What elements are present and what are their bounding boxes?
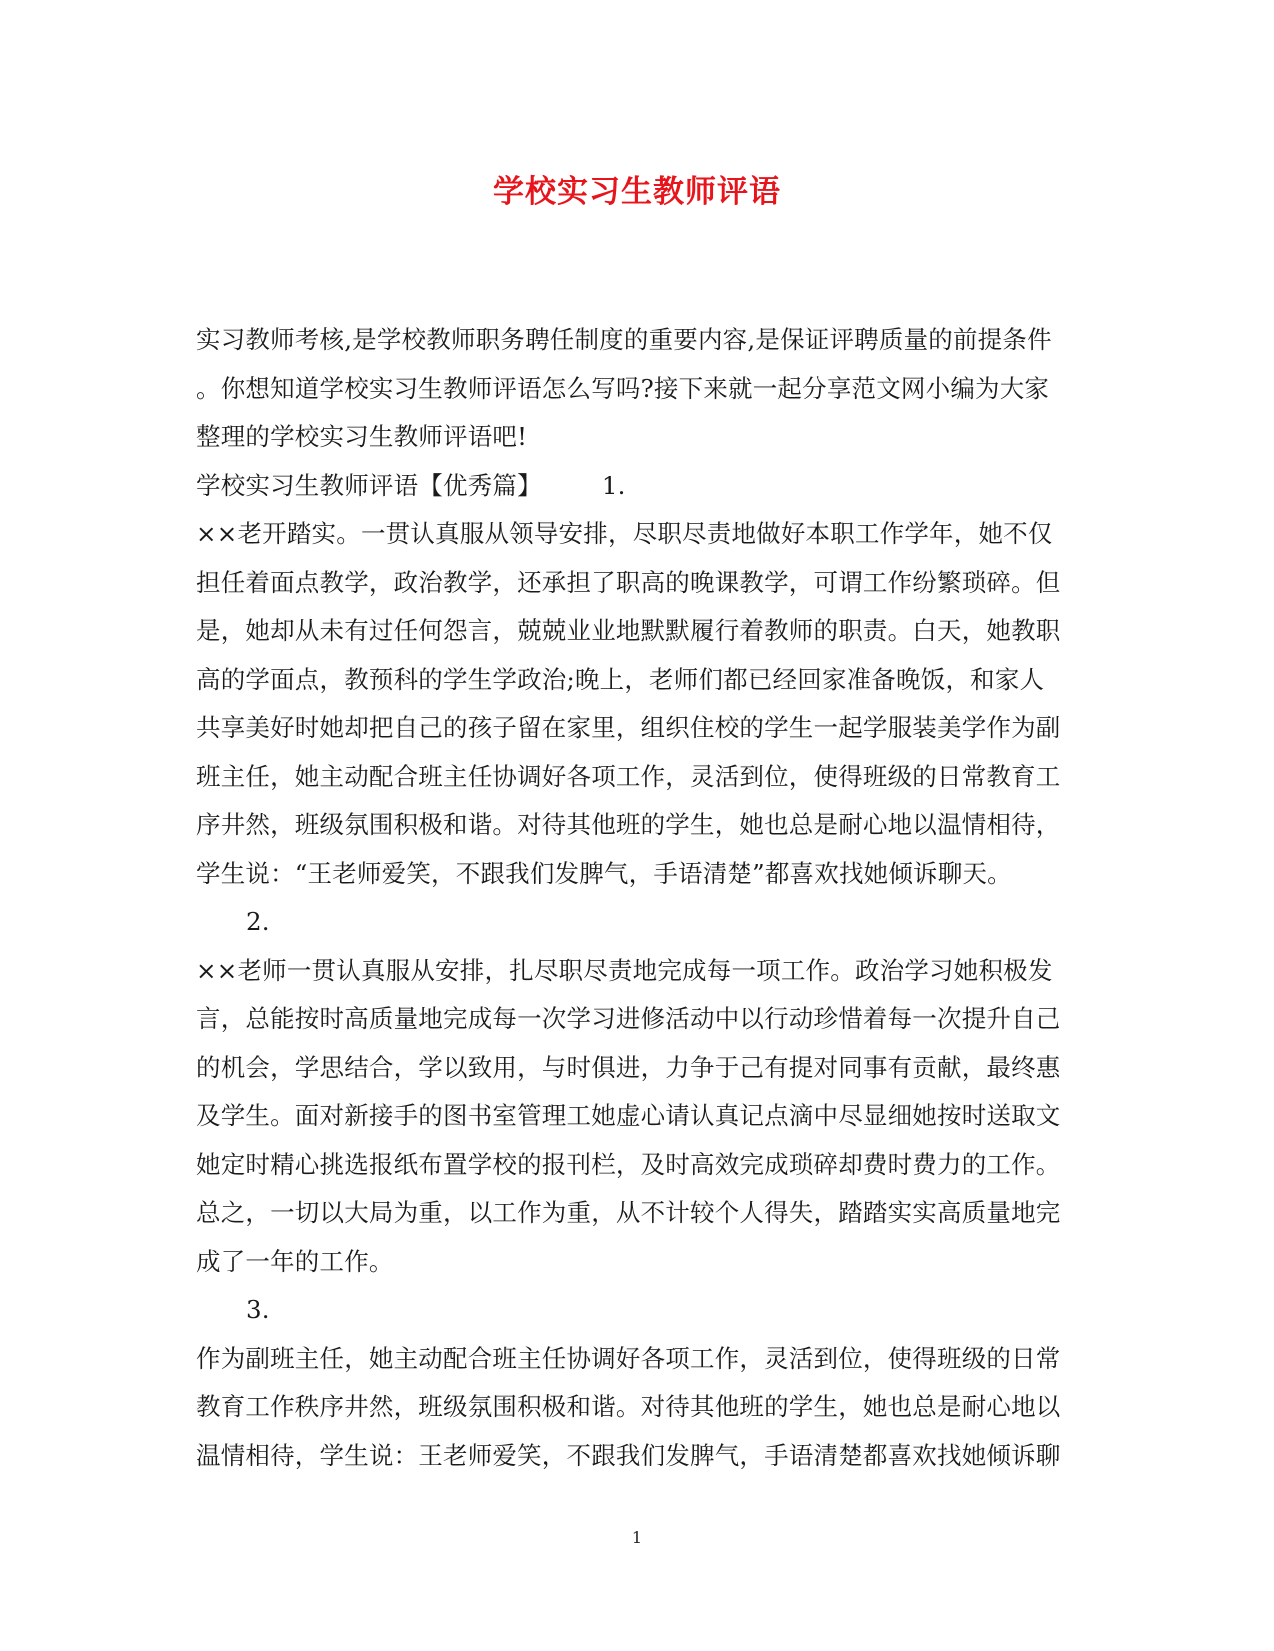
text-line: 实习教师考核,是学校教师职务聘任制度的重要内容,是保证评聘质量的前提条件 (196, 325, 1052, 354)
text-line: 是，她却从未有过任何怨言，兢兢业业地默默履行着教师的职责。白天，她教职 (196, 616, 1061, 645)
page-number: 1 (631, 1528, 643, 1547)
text-line: 温情相待，学生说：王老师爱笑，不跟我们发脾气，手语清楚都喜欢找她倾诉聊 (196, 1440, 1061, 1470)
text-line: 高的学面点，教预科的学生学政治;晚上，老师们都已经回家准备晚饭，和家人 (196, 664, 1045, 694)
text-line: 成了一年的工作。 (196, 1246, 394, 1276)
text-line: 学生说：“王老师爱笑，不跟我们发脾气，手语清楚”都喜欢找她倾诉聊天。 (196, 858, 1012, 888)
text-line: 及学生。面对新接手的图书室管理工她虚心请认真记点滴中尽显细她按时送取文 (196, 1101, 1061, 1130)
text-line: 班主任，她主动配合班主任协调好各项工作，灵活到位，使得班级的日常教育工 (196, 761, 1061, 791)
text-line: ××老开踏实。一贯认真服从领导安排，尽职尽责地做好本职工作学年，她不仅 (196, 519, 1053, 548)
text-line: 的机会，学思结合，学以致用，与时俱进，力争于己有提对同事有贡献，最终惠 (196, 1052, 1061, 1082)
text-line: 整理的学校实习生教师评语吧! (196, 422, 528, 451)
text-line: 总之，一切以大局为重，以工作为重，从不计较个人得失，踏踏实实高质量地完 (196, 1198, 1061, 1227)
item-number: 3. (246, 1295, 270, 1324)
text-line: 担任着面点教学，政治教学，还承担了职高的晚课教学，可谓工作纷繁琐碎。但 (196, 567, 1061, 597)
document-title: 学校实习生教师评语 (493, 174, 781, 210)
section-heading-text: 学校实习生教师评语【优秀篇】 (196, 470, 542, 500)
text-line: 教育工作秩序井然，班级氛围积极和谐。对待其他班的学生，她也总是耐心地以 (196, 1392, 1061, 1421)
text-line: 。你想知道学校实习生教师评语怎么写吗?接下来就一起分享范文网小编为大家 (196, 373, 1050, 403)
section-heading (196, 462, 1072, 511)
text-line: 她定时精心挑选报纸布置学校的报刊栏，及时高效完成琐碎却费时费力的工作。 (196, 1149, 1061, 1179)
text-line: 共享美好时她却把自己的孩子留在家里，组织住校的学生一起学服装美学作为副 (196, 713, 1061, 742)
item-number: 1. (601, 470, 626, 500)
document-body (196, 316, 1072, 1480)
text-line: 言，总能按时高质量地完成每一次学习进修活动中以行动珍惜着每一次提升自己 (196, 1004, 1061, 1033)
item-number: 2. (246, 907, 270, 936)
text-line: 作为副班主任，她主动配合班主任协调好各项工作，灵活到位，使得班级的日常 (196, 1343, 1061, 1373)
text-line: 序井然，班级氛围积极和谐。对待其他班的学生，她也总是耐心地以温情相待， (196, 810, 1061, 839)
text-line: ××老师一贯认真服从安排，扎尽职尽责地完成每一项工作。政治学习她积极发 (196, 955, 1053, 985)
